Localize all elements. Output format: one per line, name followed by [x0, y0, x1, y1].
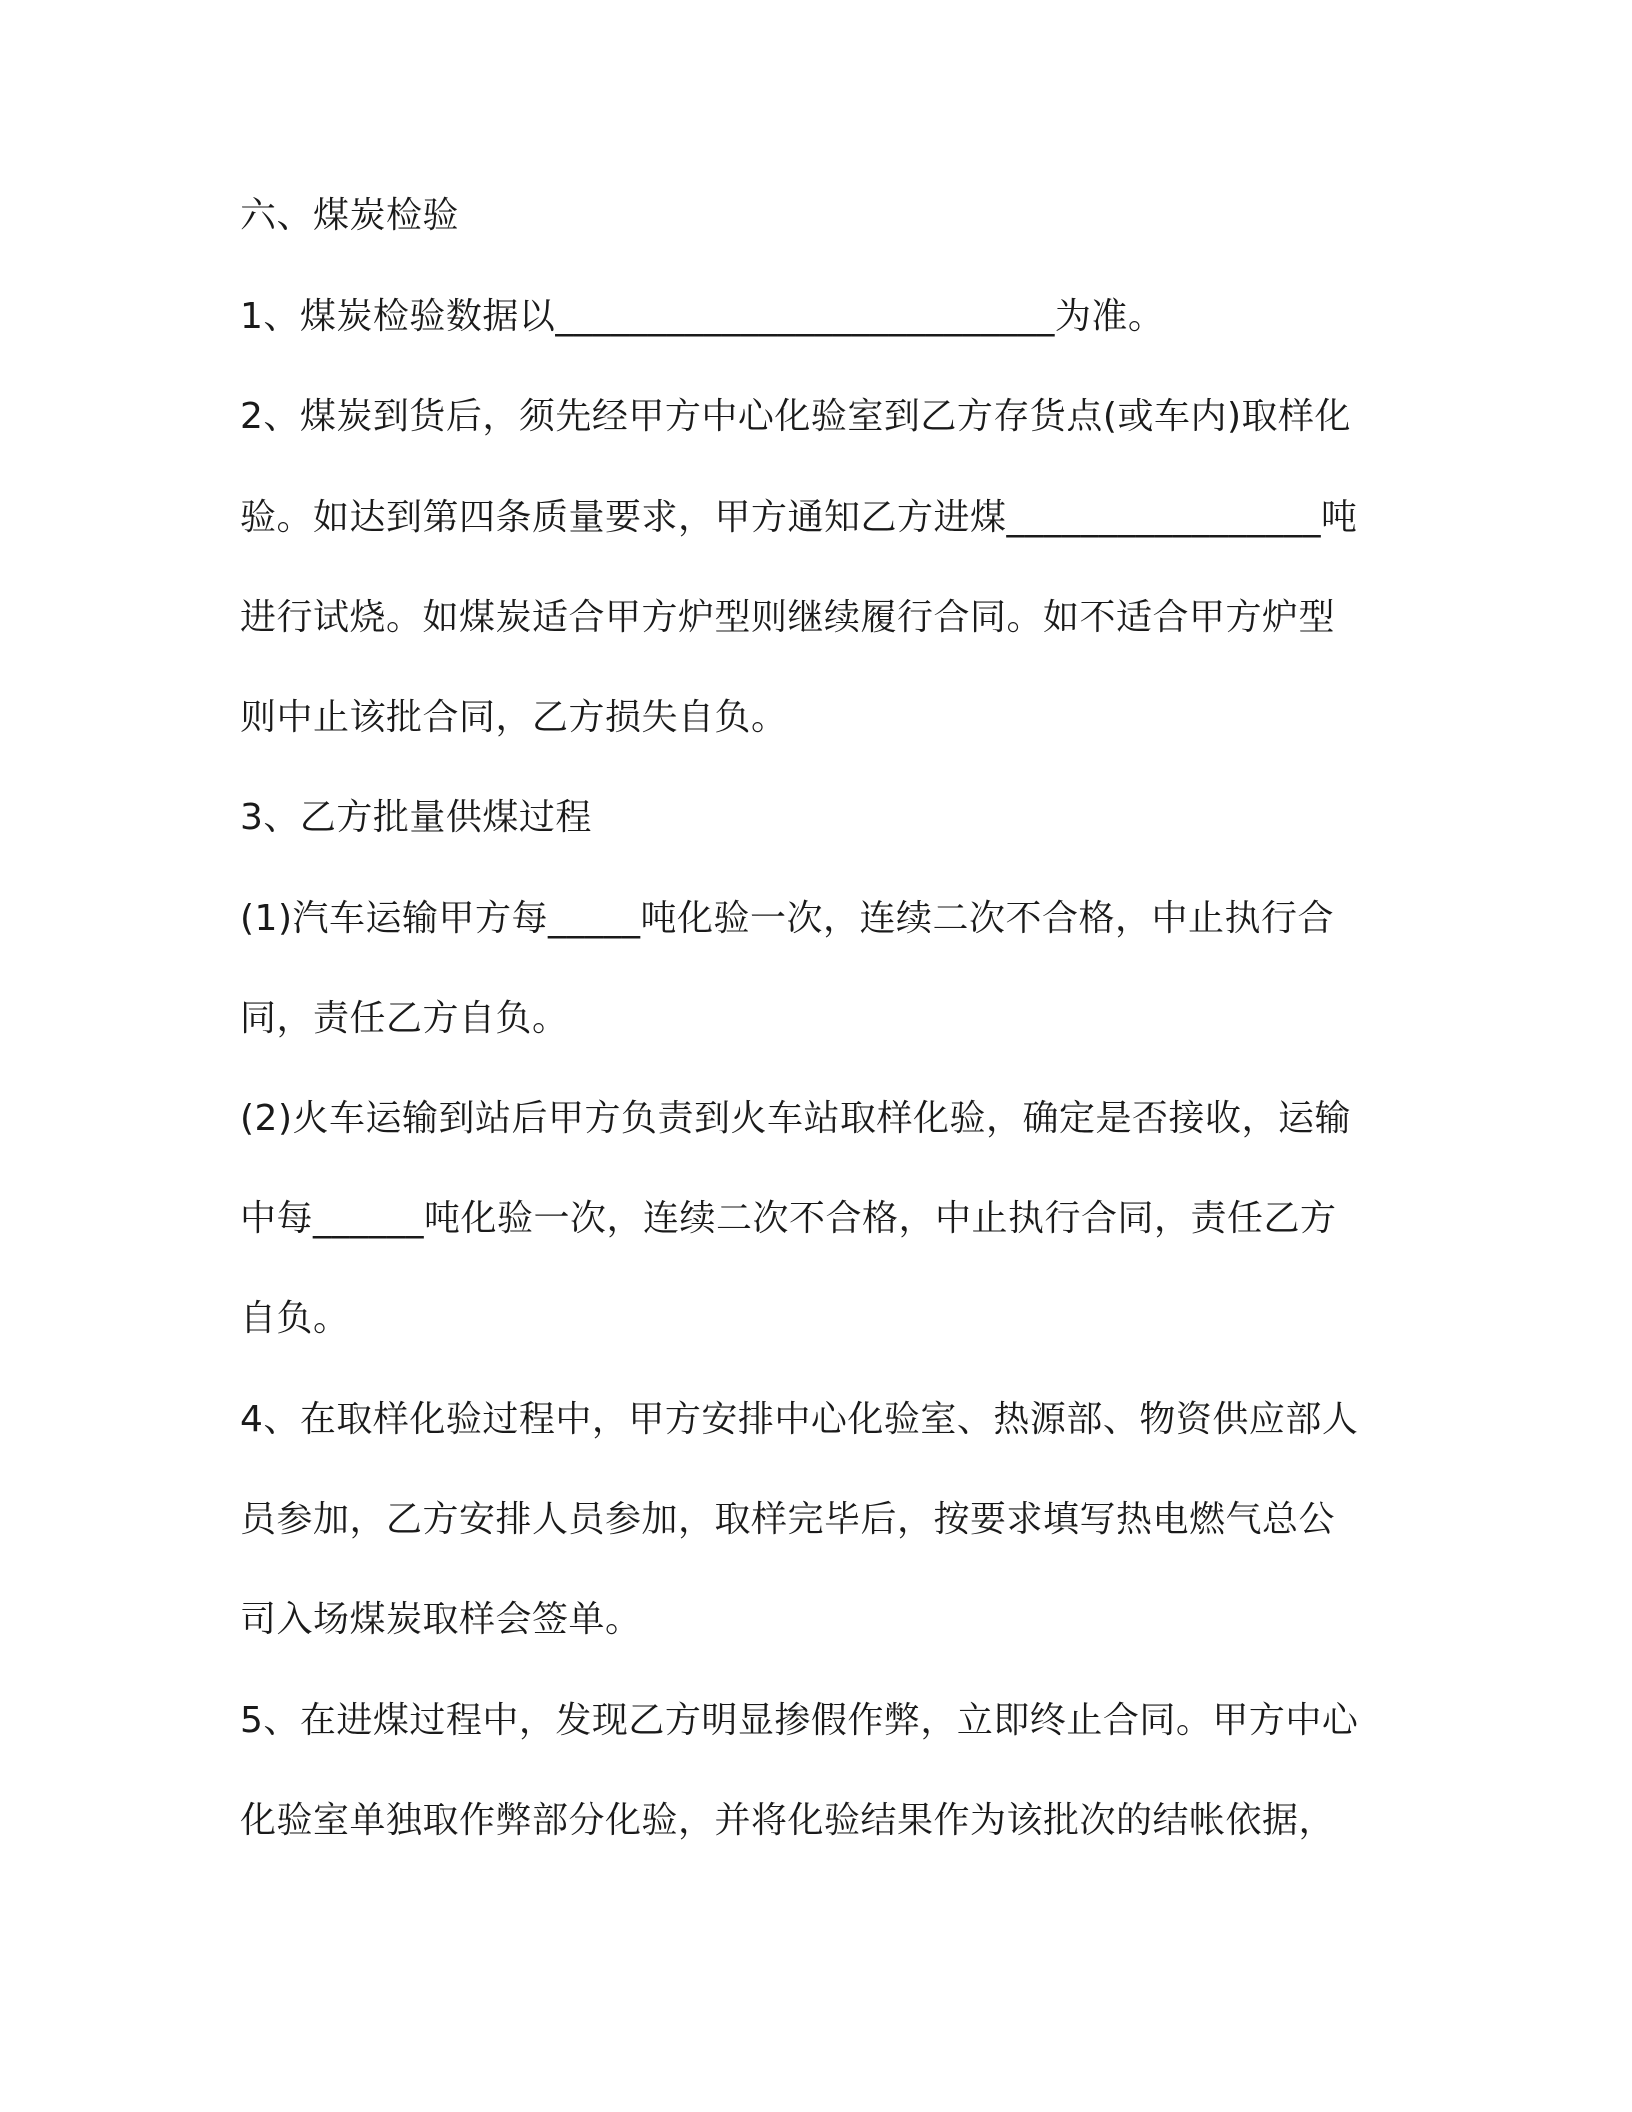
clause-3-2-line-1: (2)火车运输到站后甲方负责到火车站取样化验，确定是否接收，运输	[240, 1098, 1351, 1139]
clause-3-1-line-2: 同，责任乙方自负。	[240, 998, 569, 1039]
clause-4-line-2: 员参加，乙方安排人员参加，取样完毕后，按要求填写热电燃气总公	[240, 1499, 1336, 1540]
clause-2-line-2: 验。如达到第四条质量要求，甲方通知乙方进煤_________________吨	[240, 497, 1358, 538]
clause-3-heading: 3、乙方批量供煤过程	[240, 797, 592, 838]
clause-3-2-line-2: 中每______吨化验一次，连续二次不合格，中止执行合同，责任乙方	[240, 1198, 1337, 1239]
section-heading: 六、煤炭检验	[240, 195, 460, 236]
clause-2-line-3: 进行试烧。如煤炭适合甲方炉型则继续履行合同。如不适合甲方炉型	[240, 597, 1336, 638]
clause-2-line-1: 2、煤炭到货后，须先经甲方中心化验室到乙方存货点(或车内)取样化	[240, 396, 1351, 437]
clause-3-1-line-1: (1)汽车运输甲方每_____吨化验一次，连续二次不合格，中止执行合	[240, 898, 1334, 939]
clause-1-text: 1、煤炭检验数据以___________________________为准。	[240, 296, 1165, 337]
clause-2-line-4: 则中止该批合同，乙方损失自负。	[240, 697, 788, 738]
clause-5-line-2: 化验室单独取作弊部分化验，并将化验结果作为该批次的结帐依据，	[240, 1800, 1336, 1841]
clause-5-line-1: 5、在进煤过程中，发现乙方明显掺假作弊，立即终止合同。甲方中心	[240, 1700, 1359, 1741]
clause-4-line-3: 司入场煤炭取样会签单。	[240, 1599, 642, 1640]
clause-3-2-line-3: 自负。	[240, 1298, 350, 1339]
clause-4-line-1: 4、在取样化验过程中，甲方安排中心化验室、热源部、物资供应部人	[240, 1399, 1359, 1440]
